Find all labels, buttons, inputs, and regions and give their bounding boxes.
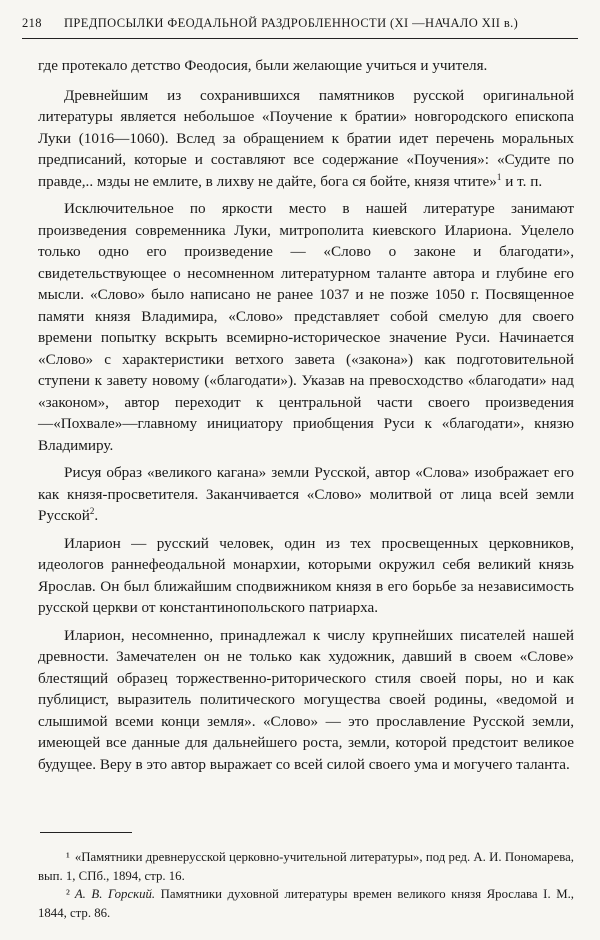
paragraph-2: Исключительное по яркости место в нашей литературе занимают произведения современника Луки, митрополита киевского Илариона. Уцелело только одно его произведение — «Слово о законе и благодати», свидетельствующее о несомненном литературном таланте автора и глубине его мысли. «Слово» было написано не ранее 1037 и не позже 1050 г. Посвященное памяти князя Владимира, «Слово» представляет собой смелую для своего времени попытку вскрыть всемирно-историческое значение Руси. Начинается «Слово» с характеристики ветхого завета («закона») как подготовительной ступени к завету новому («благодати»). Указав на превосходство «благодати» над «законом», автор переходит к центральной части своего произведения—«Похвале»—главному инициатору приобщения Руси к «благодати», князю Владимиру. <box>38 200 574 454</box>
footnote-1-number: ¹ <box>66 850 70 864</box>
footnote-2-author: А. В. Горский. <box>74 887 156 901</box>
running-header <box>22 16 578 38</box>
paragraph-3-text: Рисуя образ «великого кагана» земли Русской, автор «Слова» изображает его как князя-просветителя. Заканчивается «Слово» молитвой от лица всей земли Русской <box>38 464 574 524</box>
footnote-2 <box>38 885 574 922</box>
footnote-2-text: Памятники духовной литературы времен великого князя Ярослава I. М., 1844, стр. 86. <box>38 887 574 920</box>
paragraph-5: Иларион, несомненно, принадлежал к числу крупнейших писателей нашей древности. Замечателен он не только как художник, давший в своем «Слове» блестящий образец торжественно-риторического стиля своей поры, но и как публицист, выразитель политического могущества своей родины, «ведомой и слышимой всеми конци земля». «Слово» — это прославление Русской земли, имеющей все данные для дальнейшего роста, земли, которой предстоит великое будущее. Веру в это автор выражает со всей силой своего ума и могучего таланта. <box>38 626 574 773</box>
paragraph-continued: где протекало детство Феодосия, были желающие учиться и учителя. <box>38 57 488 74</box>
paragraph-3-tail: . <box>94 507 99 524</box>
paragraph-3 <box>38 462 574 527</box>
paragraph-1-tail: и т. п. <box>501 172 543 190</box>
header-rule <box>22 38 578 39</box>
main-text <box>38 55 574 781</box>
paragraph-4: Иларион — русский человек, один из тех просвещенных церковников, идеологов раннефеодальной монархии, которыми окружил себя великий князь Ярослав. Он был ближайшим сподвижником князя в его борьбе за независимость русской церкви от константинопольского патриарха. <box>38 534 574 616</box>
paragraph-1-text: Древнейшим из сохранившихся памятников русской оригинальной литературы является небольшое «Поучение к братии» новгородского епископа Луки (1016—1060). Вслед за обращением к братии идет перечень моральных предписаний, которые и составляют все содержание «Поучения»: «Судите по правде,.. мзды не емлите, в лихву не дайте, бога ся бойте, князя чтите» <box>38 86 574 190</box>
running-title: ПРЕДПОСЫЛКИ ФЕОДАЛЬНОЙ РАЗДРОБЛЕННОСТИ (XI —НАЧАЛО XII в.) <box>64 16 519 30</box>
footnote-1 <box>38 848 574 885</box>
footnote-rule <box>40 832 132 833</box>
footnote-ref-2[interactable]: 2 <box>89 505 95 516</box>
footnotes <box>38 848 574 922</box>
footnote-2-number: ² <box>66 887 70 901</box>
footnote-1-text: «Памятники древнерусской церковно-учительной литературы», под ред. А. И. Пономарева, вып. 1, СПб., 1894, стр. 16. <box>38 850 574 883</box>
footnote-ref-1[interactable]: 1 <box>496 171 502 182</box>
paragraph-1 <box>38 85 574 193</box>
page-number: 218 <box>22 16 42 30</box>
